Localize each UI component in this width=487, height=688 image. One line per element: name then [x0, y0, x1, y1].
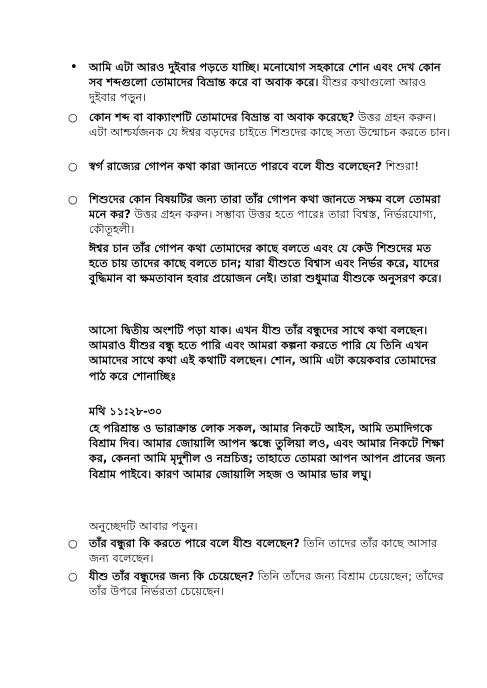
- list-item: [68, 110, 451, 140]
- list-item: [68, 159, 451, 174]
- reread-instruction: অনুচ্ছেদটি আবার পড়ুন।: [89, 520, 198, 533]
- bullet-circle: ○: [68, 160, 78, 173]
- bullet-dot: •: [70, 60, 78, 75]
- list-item: [68, 569, 451, 599]
- question-bold: শিশুদের কোন বিষয়টির জন্য তারা তাঁর গোপন কথা জানতে সক্ষম বলে তোমরা মনে কর?: [89, 193, 441, 222]
- scripture-text: হে পরিশ্রান্ত ও ভারাক্রান্ত লোক সকল, আমার নিকটে আইস, আমি তমাদিগকে বিশ্রাম দিব। আমার জোয়ালি আপন স্কন্ধে তুলিয়া লও, এবং আমার নিকটে শিক্ষা কর, কেননা আমি মৃদুশীল ও নম্রচিত্ত; তাহাতে তোমরা আপন আপন প্রানের জন্য বিশ্রাম পাইবে। কারণ আমার জোয়ালি সহজ ও আমার ভার লঘু।: [89, 422, 446, 481]
- answer-plain: তিনি তাঁদের জন্য বিশ্রাম চেয়েছেন; তাঁদের তাঁর উপরে নির্ভরতা চেয়েছেন।: [89, 570, 444, 599]
- bullet-circle: ○: [68, 570, 78, 583]
- instruction-bold: আমি এটা আরও দুইবার পড়তে যাচ্ছি। মনোযোগ সহকারে শোন এবং দেখ কোন সব শব্দগুলো তোমাদের বিভ্রান্ত করে বা অবাক করে।: [89, 61, 441, 90]
- list-note: [89, 241, 451, 287]
- question-bold: যীশু তাঁর বন্ধুদের জন্য কি চেয়েছেন?: [89, 570, 255, 583]
- answer-plain: উত্তর গ্রহন করুন। এটা আশ্চর্যজনক যে ঈশ্বর বড়দের চাইতে শিশুদের কাছে সত্য উন্মোচন করতে চান।: [89, 111, 451, 140]
- list-item: [70, 60, 451, 106]
- question-bold: কোন শব্দ বা বাক্যাংশটি তোমাদের বিভ্রান্ত বা অবাক করেছে?: [89, 111, 355, 124]
- list-item: [68, 192, 451, 238]
- note-bold: ঈশ্বর চান তাঁর গোপন কথা তোমাদের কাছে বলতে এবং যে কেউ শিশুদের মত হতে চায় তাদের কাছে বলতে চান; যারা যীশুতে বিশ্বাস এবং নির্ভর করে, যাদের বুদ্ধিমান বা ক্ষমতাবান হবার প্রয়োজন নেই। তারা শুধুমাত্র যীশুকে অনুসরণ করে।: [89, 242, 442, 286]
- bullet-circle: ○: [68, 193, 78, 206]
- scripture-passage: [89, 421, 451, 482]
- bullet-circle: ○: [68, 537, 78, 550]
- question-bold: স্বর্গ রাজ্যের গোপন কথা কারা জানতে পারবে বলে যীশু বলেছেন?: [89, 160, 383, 173]
- question-bold: তাঁর বন্ধুরা কি করতে পারে বলে যীশু বলেছেন?: [89, 537, 300, 550]
- list-item: [68, 536, 451, 566]
- scripture-reference: [89, 404, 451, 419]
- second-part-text: আসো দ্বিতীয় অংশটি পড়া যাক। এখন যীশু তাঁর বন্ধুদের সাথে কথা বলছেন। আমরাও যীশুর বন্ধু হতে পারি এবং আমরা কল্পনা করতে পারি যে তিনি এখন আমাদের সাথে কথা এই কথাটি বলছেন। শোন, আমি এটা কয়েকবার তোমাদের পাঠ করে শোনাচ্ছিঃ: [89, 324, 437, 383]
- instruction-plain: যীশুর কথাগুলো আরও দুইবার পড়ুন।: [89, 76, 427, 105]
- answer-plain: তিনি তাদের তাঁর কাছে আসার জন্য বলেছেন।: [89, 537, 438, 566]
- answer-plain: উত্তর গ্রহন করুন। সম্ভাব্য উত্তর হতে পারেঃ তারা বিশ্বস্ত, নির্ভরযোগ্য, কৌতূহলী।: [89, 208, 437, 237]
- answer-plain: শিশুরা!: [382, 160, 419, 173]
- reference-text: মথি ১১:২৮-৩০: [89, 405, 163, 418]
- bullet-circle: ○: [68, 111, 78, 124]
- second-part-paragraph: [89, 323, 451, 384]
